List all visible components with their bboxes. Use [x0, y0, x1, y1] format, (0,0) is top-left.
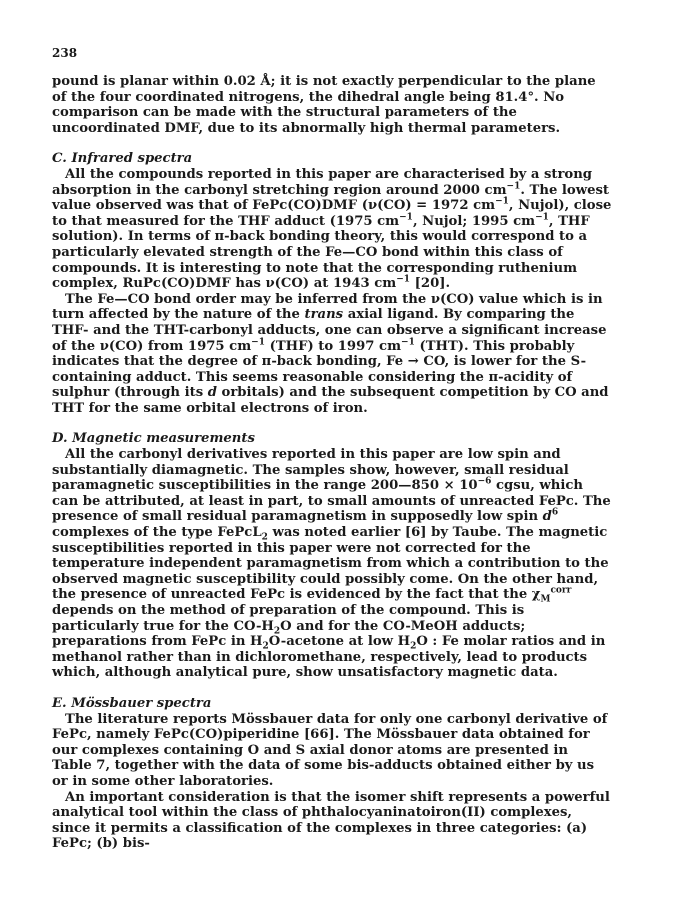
- text-span: depends on the method of preparation of the compound. This is particularly true for the CO-H: [52, 603, 525, 634]
- superscript: corr: [550, 586, 572, 597]
- text-span: All the compounds reported in this paper are characterised by a strong absorption in the carbonyl stretching region around 2000 cm: [52, 166, 593, 198]
- paragraph-continuation: pound is planar within 0.02 Å; it is not exactly perpendicular to the plane of the four coordinated nitrogens, the dihedral angle being 81.4°. No comparison can be made with the structural parameters of the uncoordinated DMF, due to its abnormally high thermal parameters.: [52, 74, 596, 136]
- subscript: 2: [262, 641, 269, 652]
- superscript: −1: [251, 337, 265, 348]
- section-heading-magnetic: D. Magnetic measurements: [52, 431, 255, 447]
- text-span: axial ligand. By comparing the THF- and the THT-carbonyl adducts, one can observe a significant increase of the ν(CO) from 1975 cm: [52, 307, 607, 354]
- text-span: (THT). This probably indicates that the degree of π-back bonding, Fe → CO, is lower for the S-containing adduct. This seems reasonable considering the π-acidity of sulphur (through its: [52, 338, 587, 401]
- section-heading-mossbauer: E. Mössbauer spectra: [52, 695, 212, 711]
- subscript: 2: [273, 626, 281, 637]
- text-span: cgsu, which can be attributed, at least in part, to small amounts of unreacted FePc. The presence of small residual paramagnetism in supposedly low spin: [52, 478, 611, 525]
- italic-text: trans: [304, 307, 344, 323]
- paragraph-infrared-2: [52, 292, 612, 417]
- text-span: , Nujol; 1995 cm: [412, 213, 536, 229]
- article-body: [52, 74, 612, 852]
- text-span: O-acetone at low H: [268, 634, 411, 650]
- text-span: O and for the CO-MeOH adducts; preparations from FePc in H: [52, 618, 526, 650]
- superscript: −1: [495, 196, 509, 207]
- text-span: , THF solution). In terms of π-back bonding theory, this would correspond to a particularly elevated strength of the Fe—CO bond within this class of compounds. It is interesting to note that the corresponding ruthenium complex, RuPc(CO)DMF has ν(CO) at 1943 cm: [52, 213, 590, 292]
- italic-text: d: [207, 385, 217, 401]
- superscript: −6: [477, 476, 492, 487]
- superscript: −1: [396, 274, 411, 285]
- text-span: orbitals) and the subsequent competition by CO and THT for the same orbital electrons of iron.: [52, 385, 609, 416]
- text-span: All the carbonyl derivatives reported in this paper are low spin and substantially diamagnetic. The samples show, however, small residual paramagnetic susceptibilities in the range 200—850 × 10: [52, 447, 569, 494]
- text-span: complexes of the type FePcL: [52, 525, 262, 541]
- subscript: 2: [410, 641, 417, 652]
- text-span: was noted earlier [6] by Taube. The magnetic susceptibilities reported in this paper were not corrected for the temperature independent paramagnetism from which a contribution to the observed magnetic susceptibility could possibly come. On the other hand, the presence of unreacted FePc is evidenced by the fact that the χ: [52, 525, 609, 603]
- superscript: −1: [506, 181, 521, 192]
- paragraph-mossbauer-2: An important consideration is that the isomer shift represents a powerful analytical tool within the class of phthalocyaninatoiron(II) complexes, since it permits a classification of the complexes in three categories: (a) FePc; (b) bis-: [52, 789, 610, 852]
- text-span: O : Fe molar ratios and in methanol rather than in dichloromethane, respectively, lead to products which, although analytical pure, show unsatisfactory magnetic data.: [52, 634, 606, 681]
- text-span: (THF) to 1997 cm: [264, 338, 402, 354]
- italic-text: d: [542, 509, 552, 525]
- superscript: −1: [399, 212, 413, 223]
- text-span: The Fe—CO bond order may be inferred from the ν(CO) value which is in turn affected by the nature of the: [52, 291, 603, 323]
- paragraph-infrared-1: [52, 167, 612, 292]
- paragraph-magnetic-1: [52, 447, 612, 681]
- text-span: [20].: [410, 276, 451, 292]
- subscript: M: [540, 595, 551, 606]
- page: [52, 46, 612, 852]
- subscript: 2: [261, 532, 268, 543]
- section-heading-infrared: C. Infrared spectra: [52, 151, 193, 167]
- superscript: 6: [551, 508, 559, 519]
- page-number: 238: [52, 46, 78, 60]
- superscript: −1: [401, 337, 415, 348]
- paragraph-mossbauer-1: The literature reports Mössbauer data for only one carbonyl derivative of FePc, namely FePc(CO)piperidine [66]. The Mössbauer data obtained for our complexes containing O and S axial donor atoms are presented in Table 7, together with the data of some bis-adducts obtained either by us or in some other laboratories.: [52, 711, 608, 789]
- superscript: −1: [535, 212, 549, 223]
- text-span: . The lowest value observed was that of FePc(CO)DMF (ν(CO) = 1972 cm: [52, 182, 609, 214]
- text-span: , Nujol), close to that measured for the THF adduct (1975 cm: [52, 198, 612, 229]
